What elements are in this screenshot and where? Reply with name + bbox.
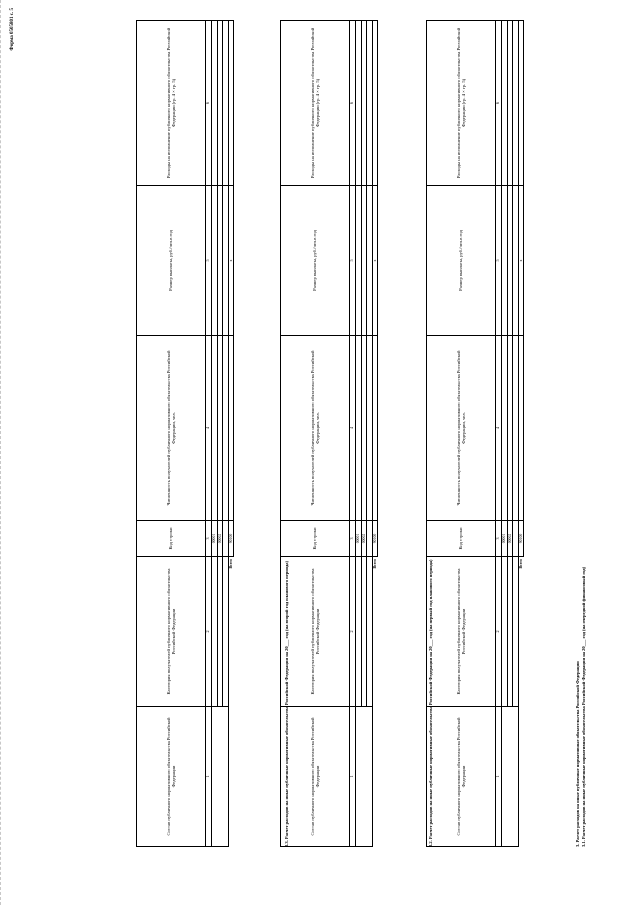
col-number: 1 bbox=[350, 707, 356, 847]
x-mark: x bbox=[372, 186, 378, 336]
row-code: 00001 bbox=[356, 521, 362, 557]
col-number: 4 bbox=[206, 336, 212, 521]
col-number: 5 bbox=[496, 186, 502, 336]
row-code: 00002 bbox=[507, 521, 513, 557]
col-number: 5 bbox=[350, 186, 356, 336]
col-number: 4 bbox=[350, 336, 356, 521]
col-header-5: Размер выплаты, руб./чел.в год bbox=[281, 186, 350, 336]
total-label: Всего bbox=[228, 559, 233, 569]
col-header-3: Код строки bbox=[137, 521, 206, 557]
total-row bbox=[228, 21, 234, 847]
col-header-3: Код строки bbox=[427, 521, 496, 557]
total-code: 90100 bbox=[372, 521, 378, 557]
col-header-1: Состав публичного нормативного обязательства Российской Федерации bbox=[427, 707, 496, 847]
total-cell-c6[interactable] bbox=[372, 21, 378, 186]
col-header-6: Расходы на исполнение публичного нормативного обязательства Российской Федерации (гр. 4 × гр. 5) bbox=[137, 21, 206, 186]
col-number: 1 bbox=[206, 707, 212, 847]
input-cell-c1[interactable] bbox=[212, 707, 229, 847]
col-number: 2 bbox=[350, 557, 356, 707]
col-number: 4 bbox=[496, 336, 502, 521]
total-cell-c4[interactable] bbox=[228, 336, 234, 521]
total-code: 90100 bbox=[518, 521, 524, 557]
col-number: 6 bbox=[206, 21, 212, 186]
col-number: 1 bbox=[496, 707, 502, 847]
section-title: 3. Расчет расходов на иные публичные нормативные обязательства Российской Федерации bbox=[575, 661, 580, 847]
total-cell-c6[interactable] bbox=[518, 21, 524, 186]
subsection-title: 3.3. Расчет расходов на иные публичные нормативные обязательства Российской Федерации на 20___ год (на второй год планового периода) bbox=[284, 561, 289, 847]
input-cell-c1[interactable] bbox=[356, 707, 373, 847]
input-cell-c1[interactable] bbox=[502, 707, 519, 847]
col-number: 2 bbox=[496, 557, 502, 707]
calc-table bbox=[136, 20, 234, 847]
col-number: 3 bbox=[350, 521, 356, 557]
col-header-4: Численность получателей публичного нормативного обязательства Российской Федерации, чел. bbox=[137, 336, 206, 521]
row-code: 00001 bbox=[212, 521, 218, 557]
col-header-5: Размер выплаты, руб./чел.в год bbox=[427, 186, 496, 336]
total-cell-c6[interactable] bbox=[228, 21, 234, 186]
subsection-title: 3.1. Расчет расходов на иные публичные нормативные обязательства Российской Федерации на 20___ год (на очередной финансовый год) bbox=[581, 566, 586, 847]
calc-table bbox=[426, 20, 524, 847]
col-header-6: Расходы на исполнение публичного нормативного обязательства Российской Федерации (гр. 4 × гр. 5) bbox=[281, 21, 350, 186]
col-number: 6 bbox=[496, 21, 502, 186]
row-code: 00002 bbox=[361, 521, 367, 557]
col-number: 3 bbox=[496, 521, 502, 557]
total-label: Всего bbox=[518, 559, 523, 569]
page-top-edge bbox=[0, 0, 1, 905]
col-header-4: Численность получателей публичного нормативного обязательства Российской Федерации, чел. bbox=[281, 336, 350, 521]
col-header-2: Категория получателей публичного нормативного обязательства Российской Федерации bbox=[137, 557, 206, 707]
col-header-3: Код строки bbox=[281, 521, 350, 557]
total-row bbox=[372, 21, 378, 847]
col-number: 3 bbox=[206, 521, 212, 557]
subsection-title: 3.2. Расчет расходов на иные публичные нормативные обязательства Российской Федерации на 20___ год (на первый год планового периода) bbox=[428, 559, 433, 847]
col-header-1: Состав публичного нормативного обязательства Российской Федерации bbox=[281, 707, 350, 847]
col-header-2: Категория получателей публичного нормативного обязательства Российской Федерации bbox=[281, 557, 350, 707]
col-number: 6 bbox=[350, 21, 356, 186]
x-mark: x bbox=[518, 186, 524, 336]
col-header-4: Численность получателей публичного нормативного обязательства Российской Федерации, чел. bbox=[427, 336, 496, 521]
x-mark: x bbox=[228, 186, 234, 336]
col-header-1: Состав публичного нормативного обязательства Российской Федерации bbox=[137, 707, 206, 847]
total-row bbox=[518, 21, 524, 847]
calc-table bbox=[280, 20, 378, 847]
col-header-5: Размер выплаты, руб./чел.в год bbox=[137, 186, 206, 336]
col-header-6: Расходы на исполнение публичного нормативного обязательства Российской Федерации (гр. 4 × гр. 5) bbox=[427, 21, 496, 186]
row-code: 00002 bbox=[217, 521, 223, 557]
form-code: Форма 0505801 с. 5 bbox=[10, 8, 15, 51]
col-number: 2 bbox=[206, 557, 212, 707]
col-number: 5 bbox=[206, 186, 212, 336]
col-header-2: Категория получателей публичного нормативного обязательства Российской Федерации bbox=[427, 557, 496, 707]
row-code: 00001 bbox=[502, 521, 508, 557]
total-label: Всего bbox=[372, 559, 377, 569]
total-cell-c4[interactable] bbox=[518, 336, 524, 521]
total-cell-c4[interactable] bbox=[372, 336, 378, 521]
total-code: 90100 bbox=[228, 521, 234, 557]
